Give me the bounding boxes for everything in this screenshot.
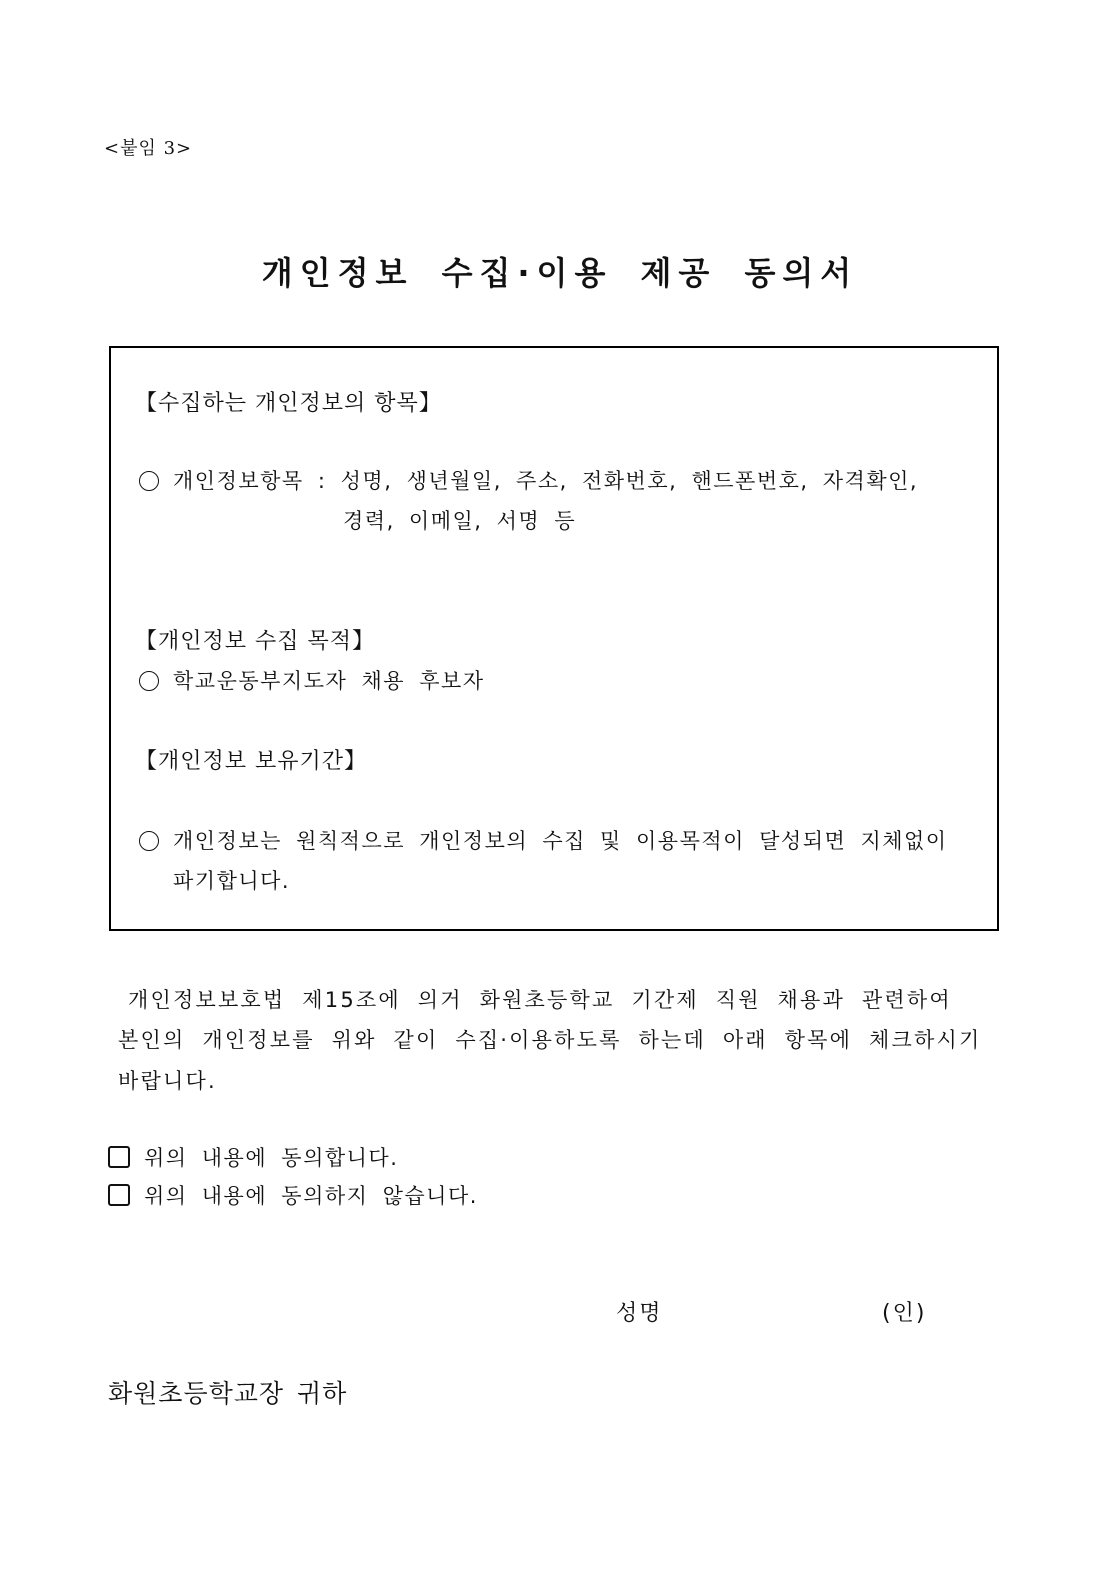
agree-label: 위의 내용에 동의합니다. — [144, 1146, 399, 1170]
info-box — [109, 346, 999, 931]
circle-bullet-icon — [139, 471, 159, 491]
purpose-heading: 【개인정보 수집 목적】 — [135, 629, 376, 654]
signature-name-label: 성명 — [616, 1301, 663, 1326]
items-line-2: 경력, 이메일, 서명 등 — [343, 509, 577, 533]
consent-paragraph-line-1: 개인정보보호법 제15조에 의거 화원초등학교 기간제 직원 채용과 관련하여 — [128, 988, 952, 1012]
retention-line-2: 파기합니다. — [173, 869, 291, 893]
attachment-label: <붙임 3> — [104, 138, 193, 159]
consent-paragraph-line-2: 본인의 개인정보를 위와 같이 수집·이용하도록 하는데 아래 항목에 체크하시기 — [118, 1028, 982, 1052]
document-title: 개인정보 수집·이용 제공 동의서 — [261, 254, 859, 292]
signature-seal-label: (인) — [882, 1301, 927, 1326]
items-line-1: 개인정보항목 : 성명, 생년월일, 주소, 전화번호, 핸드폰번호, 자격확인, — [173, 469, 919, 493]
purpose-line: 학교운동부지도자 채용 후보자 — [173, 669, 485, 693]
consent-paragraph-line-3: 바랍니다. — [118, 1069, 217, 1093]
retention-heading: 【개인정보 보유기간】 — [135, 749, 368, 774]
disagree-label: 위의 내용에 동의하지 않습니다. — [144, 1184, 478, 1208]
items-heading: 【수집하는 개인정보의 항목】 — [135, 391, 442, 416]
recipient-line: 화원초등학교장 귀하 — [108, 1379, 348, 1408]
retention-line-1: 개인정보는 원칙적으로 개인정보의 수집 및 이용목적이 달성되면 지체없이 — [173, 829, 948, 853]
disagree-checkbox[interactable] — [108, 1184, 130, 1206]
agree-checkbox[interactable] — [108, 1146, 130, 1168]
circle-bullet-icon — [139, 671, 159, 691]
circle-bullet-icon — [139, 831, 159, 851]
